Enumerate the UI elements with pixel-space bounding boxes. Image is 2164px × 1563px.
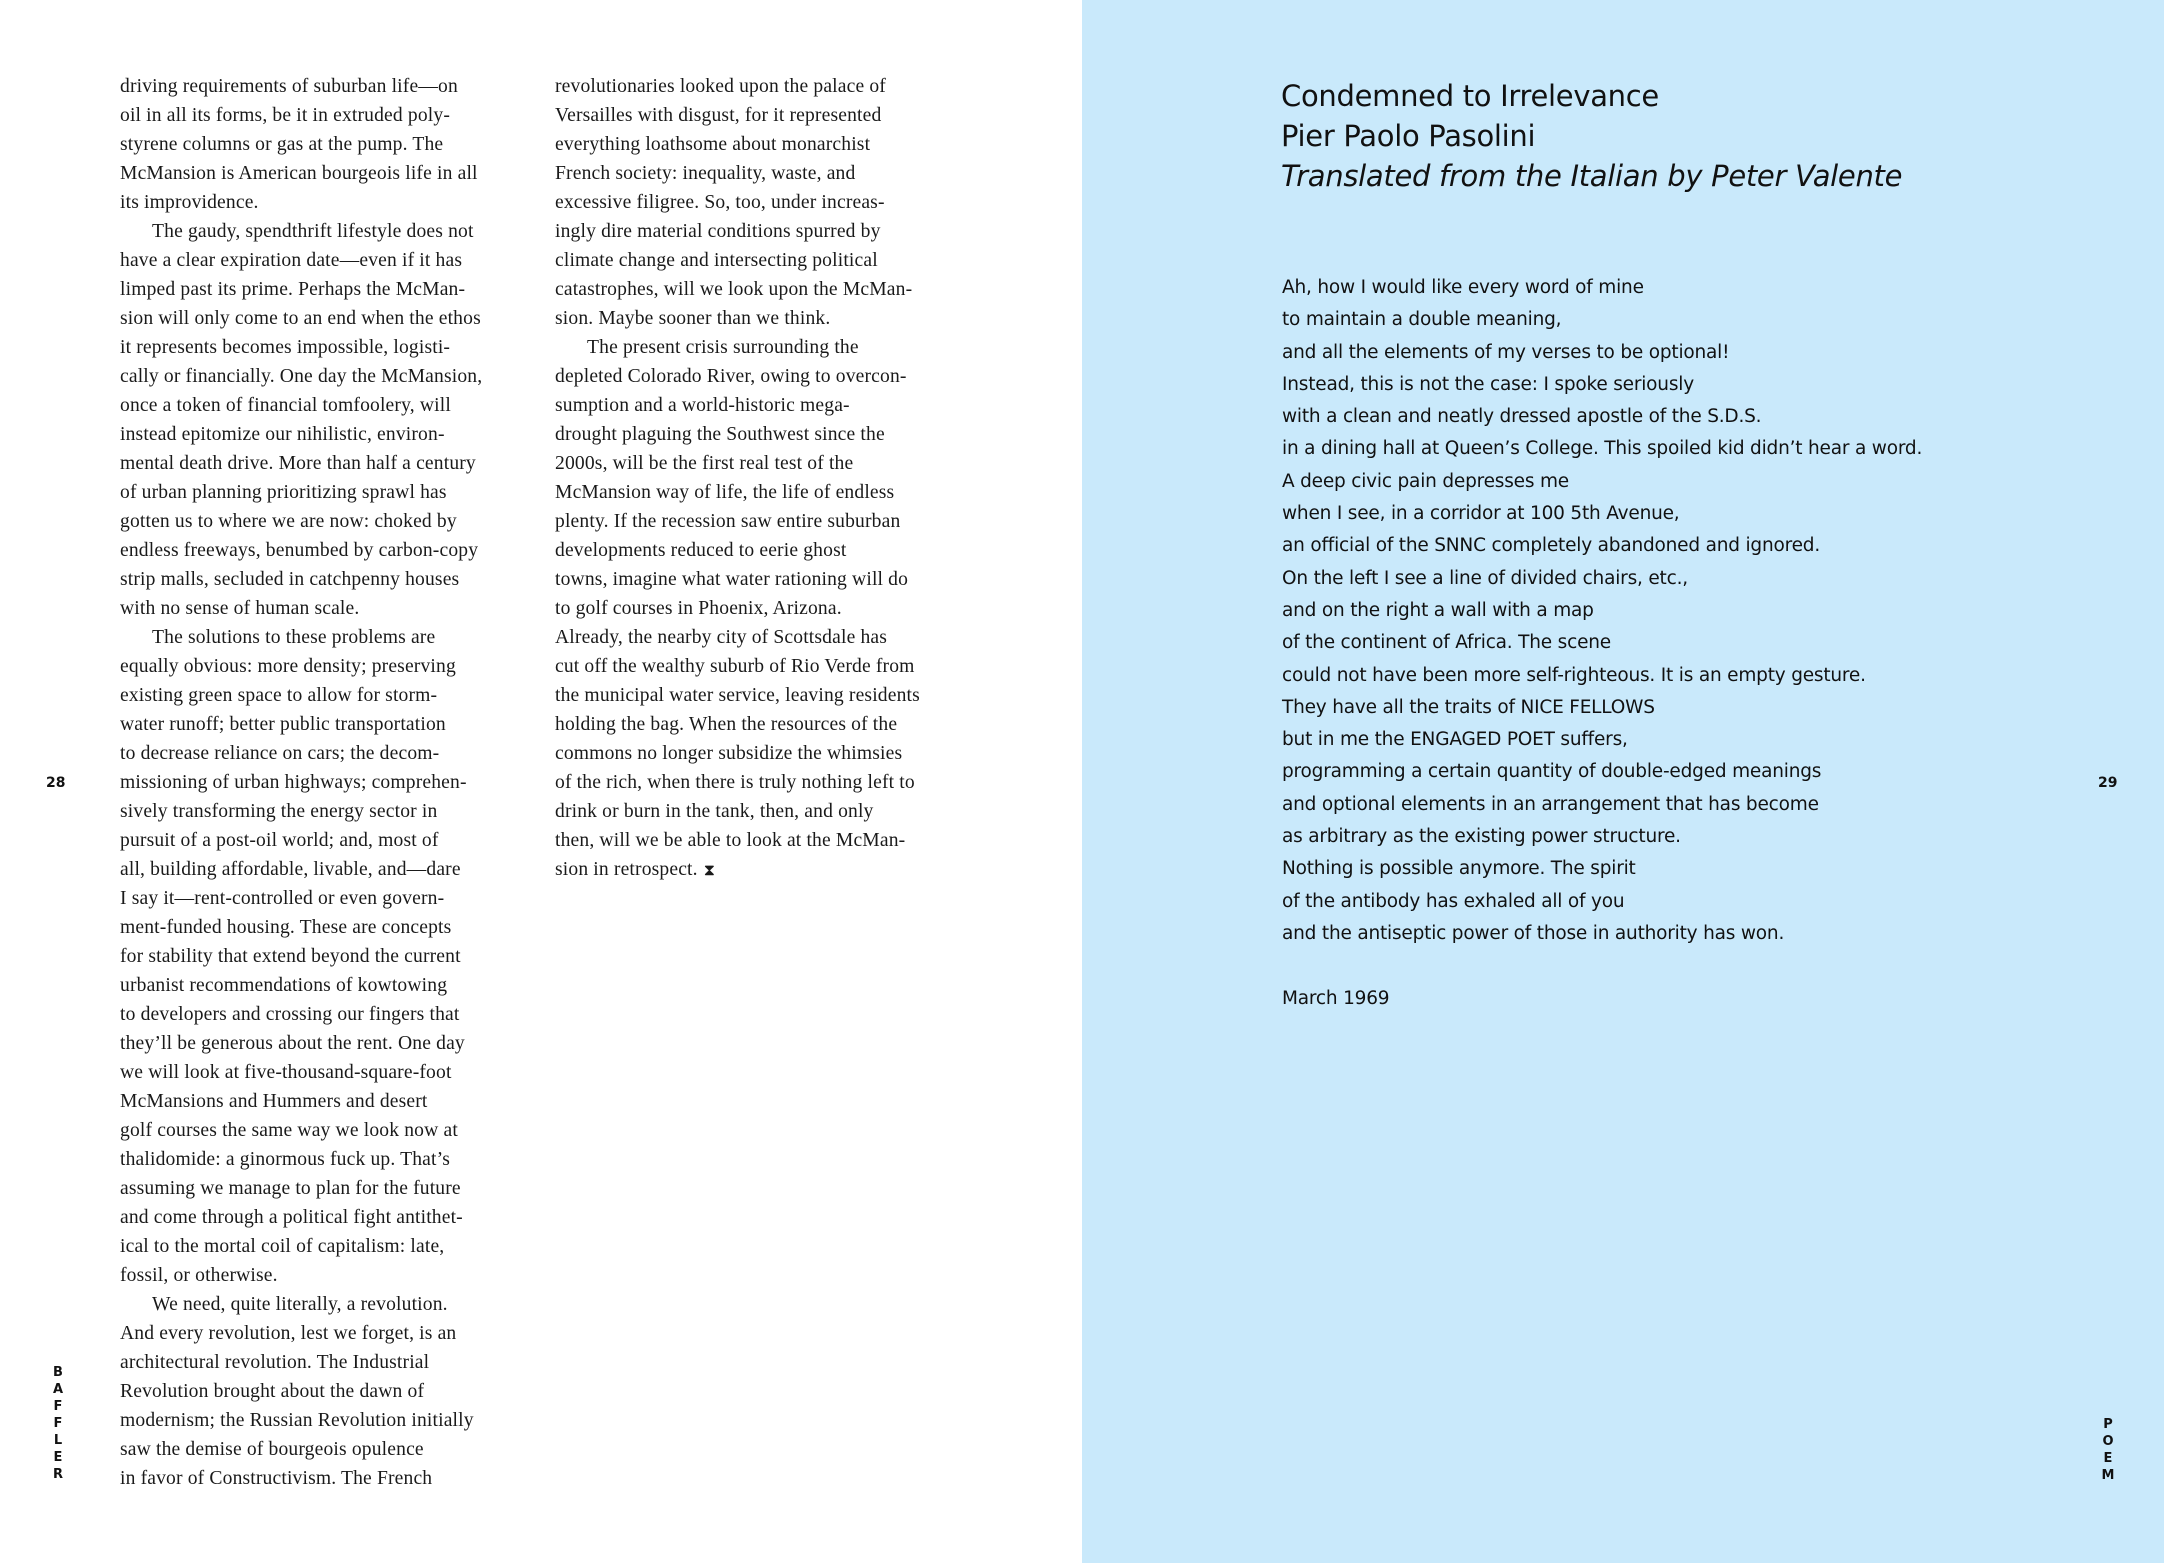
poem-line: but in me the ENGAGED POET suffers, <box>1282 729 1628 751</box>
article-line <box>120 101 540 130</box>
article-line <box>120 188 540 217</box>
article-line-text: of the rich, when there is truly nothing left to <box>555 772 915 793</box>
article-line-text: I say it—rent-controlled or even govern- <box>120 888 445 909</box>
article-line-text: we will look at five-thousand-square-foot <box>120 1062 452 1083</box>
article-line-text: driving requirements of suburban life—on <box>120 76 458 97</box>
running-label-baffler-letter: R <box>52 1467 63 1482</box>
article-line <box>555 101 975 130</box>
article-line <box>120 710 540 739</box>
article-line <box>120 1290 540 1319</box>
article-line-text: with no sense of human scale. <box>120 598 360 619</box>
hourglass-end-mark-icon: ⧗ <box>703 860 716 879</box>
poem-header <box>1281 76 1902 196</box>
article-line-text: fossil, or otherwise. <box>120 1265 278 1286</box>
running-label-poem-letter: M <box>2101 1468 2115 1483</box>
article-line-text: The gaudy, spendthrift lifestyle does not <box>152 221 474 242</box>
article-line-text: sumption and a world-historic mega- <box>555 395 850 416</box>
article-line <box>120 507 540 536</box>
article-line <box>555 826 975 855</box>
poem-date: March 1969 <box>1282 988 1390 1009</box>
article-line <box>120 913 540 942</box>
article-line-text: McMansion way of life, the life of endless <box>555 482 895 503</box>
translator-credit: Translated from the Italian by Peter Valente <box>1281 159 1903 193</box>
poem-line: of the antibody has exhaled all of you <box>1282 890 1625 912</box>
article-line <box>555 362 975 391</box>
article-line <box>555 768 975 797</box>
running-label-baffler-letter: E <box>53 1450 63 1465</box>
article-line <box>555 594 975 623</box>
article-line <box>555 159 975 188</box>
article-line-text: ment-funded housing. These are concepts <box>120 917 452 938</box>
article-line <box>120 1203 540 1232</box>
article-line-text: everything loathsome about monarchist <box>555 134 871 155</box>
article-line <box>120 536 540 565</box>
article-line-text: thalidomide: a ginormous fuck up. That’s <box>120 1149 450 1170</box>
article-line <box>555 739 975 768</box>
article-line-text: its improvidence. <box>120 192 259 213</box>
article-line <box>120 159 540 188</box>
article-line-text: The present crisis surrounding the <box>587 337 859 358</box>
article-line <box>120 884 540 913</box>
article-line <box>120 1000 540 1029</box>
running-label-baffler-letter: F <box>53 1416 63 1431</box>
running-label-baffler-letter: F <box>53 1399 63 1414</box>
article-line <box>555 565 975 594</box>
poem-line: when I see, in a corridor at 100 5th Avenue, <box>1282 503 1680 525</box>
article-line-text: saw the demise of bourgeois opulence <box>120 1439 424 1460</box>
article-line-text: modernism; the Russian Revolution initially <box>120 1410 474 1431</box>
poem-body <box>1282 272 1922 950</box>
article-line <box>120 594 540 623</box>
article-line <box>120 1406 540 1435</box>
article-line <box>120 217 540 246</box>
article-line-text: developments reduced to eerie ghost <box>555 540 847 561</box>
article-line <box>120 246 540 275</box>
poem-line: an official of the SNNC completely abandoned and ignored. <box>1282 535 1820 557</box>
article-line-text: ingly dire material conditions spurred by <box>555 221 881 242</box>
article-line <box>120 72 540 101</box>
article-line-text: Already, the nearby city of Scottsdale has <box>555 627 888 648</box>
article-line-text: ical to the mortal coil of capitalism: late, <box>120 1236 445 1257</box>
running-label-poem <box>2098 1416 2118 1484</box>
article-line <box>120 362 540 391</box>
article-line <box>120 391 540 420</box>
poem-line: Nothing is possible anymore. The spirit <box>1282 858 1636 880</box>
article-line-text: commons no longer subsidize the whimsies <box>555 743 903 764</box>
article-line-text: pursuit of a post-oil world; and, most of <box>120 830 439 851</box>
article-line <box>120 768 540 797</box>
article-line <box>555 536 975 565</box>
article-line-text: and come through a political fight antithet- <box>120 1207 463 1228</box>
article-line-text: sion will only come to an end when the ethos <box>120 308 481 329</box>
poem-line: and optional elements in an arrangement that has become <box>1282 793 1819 815</box>
article-line <box>555 623 975 652</box>
article-line <box>120 1319 540 1348</box>
article-line-text: holding the bag. When the resources of the <box>555 714 898 735</box>
article-line <box>120 304 540 333</box>
article-line <box>120 1435 540 1464</box>
article-line-text: McMansions and Hummers and desert <box>120 1091 428 1112</box>
article-line <box>120 333 540 362</box>
article-line-text: 2000s, will be the first real test of the <box>555 453 854 474</box>
running-label-poem-letter: P <box>2103 1417 2113 1432</box>
article-line <box>120 1232 540 1261</box>
article-line-text: plenty. If the recession saw entire suburban <box>555 511 901 532</box>
article-line-text: cut off the wealthy suburb of Rio Verde from <box>555 656 915 677</box>
poem-line: in a dining hall at Queen’s College. This spoiled kid didn’t hear a word. <box>1282 438 1923 460</box>
article-line <box>555 217 975 246</box>
poem-line: and all the elements of my verses to be optional! <box>1282 341 1730 363</box>
running-label-baffler <box>48 1364 68 1483</box>
poem-line: as arbitrary as the existing power structure. <box>1282 826 1681 848</box>
poem-line: A deep civic pain depresses me <box>1282 470 1569 492</box>
article-line-text: for stability that extend beyond the current <box>120 946 461 967</box>
article-line <box>555 652 975 681</box>
poem-author: Pier Paolo Pasolini <box>1281 119 1536 153</box>
article-line-text: of urban planning prioritizing sprawl has <box>120 482 447 503</box>
article-line <box>120 1116 540 1145</box>
article-line-text: And every revolution, lest we forget, is an <box>120 1323 457 1344</box>
article-line-text: it represents becomes impossible, logisti- <box>120 337 451 358</box>
article-line <box>555 478 975 507</box>
article-line <box>555 507 975 536</box>
poem-line: of the continent of Africa. The scene <box>1282 632 1611 654</box>
poem-line: to maintain a double meaning, <box>1282 309 1562 331</box>
poem-line: They have all the traits of NICE FELLOWS <box>1282 696 1655 718</box>
article-line-text: depleted Colorado River, owing to overcon- <box>555 366 907 387</box>
article-line-text: sion. Maybe sooner than we think. <box>555 308 831 329</box>
article-line <box>120 449 540 478</box>
article-line-text: sively transforming the energy sector in <box>120 801 438 822</box>
article-line <box>120 1145 540 1174</box>
poem-line: and on the right a wall with a map <box>1282 599 1594 621</box>
poem-line: with a clean and neatly dressed apostle of the S.D.S. <box>1282 406 1762 428</box>
article-line <box>555 391 975 420</box>
article-line-text: instead epitomize our nihilistic, environ- <box>120 424 445 445</box>
article-line-text: styrene columns or gas at the pump. The <box>120 134 444 155</box>
article-line-text: to golf courses in Phoenix, Arizona. <box>555 598 842 619</box>
article-column-2 <box>555 72 975 884</box>
article-line-text: then, will we be able to look at the McMan- <box>555 830 906 851</box>
article-line-text: once a token of financial tomfoolery, will <box>120 395 451 416</box>
article-line-text: The solutions to these problems are <box>152 627 436 648</box>
article-line <box>555 333 975 362</box>
article-line-text: urbanist recommendations of kowtowing <box>120 975 448 996</box>
poem-line: On the left I see a line of divided chairs, etc., <box>1282 567 1688 589</box>
article-line <box>120 420 540 449</box>
article-line <box>120 739 540 768</box>
article-line-text: have a clear expiration date—even if it has <box>120 250 463 271</box>
article-line <box>120 797 540 826</box>
running-label-poem-letter: E <box>2103 1451 2113 1466</box>
article-line-text: revolutionaries looked upon the palace of <box>555 76 886 97</box>
article-line <box>555 246 975 275</box>
running-label-baffler-letter: L <box>53 1433 63 1448</box>
article-line-text: existing green space to allow for storm- <box>120 685 438 706</box>
running-label-baffler-letter: B <box>53 1365 63 1380</box>
article-line-text: to developers and crossing our fingers that <box>120 1004 460 1025</box>
article-line-text: French society: inequality, waste, and <box>555 163 856 184</box>
article-line-text: missioning of urban highways; comprehen- <box>120 772 467 793</box>
article-column-1 <box>120 72 540 1493</box>
running-label-poem-letter: O <box>2102 1434 2114 1449</box>
article-line <box>120 1029 540 1058</box>
article-line-text: mental death drive. More than half a century <box>120 453 476 474</box>
article-line-text: limped past its prime. Perhaps the McMan- <box>120 279 466 300</box>
article-line <box>555 304 975 333</box>
article-line <box>120 478 540 507</box>
article-line-text: in favor of Constructivism. The French <box>120 1468 433 1489</box>
article-line <box>555 681 975 710</box>
article-line <box>120 652 540 681</box>
article-line-text: drink or burn in the tank, then, and only <box>555 801 874 822</box>
article-line-text: water runoff; better public transportation <box>120 714 446 735</box>
article-line <box>120 565 540 594</box>
poem-line: Instead, this is not the case: I spoke seriously <box>1282 373 1694 395</box>
article-line <box>120 1377 540 1406</box>
article-line <box>120 826 540 855</box>
article-line-text: oil in all its forms, be it in extruded poly- <box>120 105 450 126</box>
article-line-text: golf courses the same way we look now at <box>120 1120 458 1141</box>
article-line <box>120 130 540 159</box>
article-line <box>120 971 540 1000</box>
article-line <box>555 72 975 101</box>
article-line-text: Versailles with disgust, for it represented <box>555 105 882 126</box>
article-line <box>120 1087 540 1116</box>
article-line <box>555 710 975 739</box>
article-line-text: climate change and intersecting political <box>555 250 878 271</box>
poem-line: Ah, how I would like every word of mine <box>1282 277 1644 298</box>
poem-line: could not have been more self-righteous. It is an empty gesture. <box>1282 664 1866 686</box>
article-line <box>555 420 975 449</box>
article-line-text: strip malls, secluded in catchpenny houses <box>120 569 460 590</box>
article-line-text: cally or financially. One day the McMansion, <box>120 366 483 387</box>
article-line-text: to decrease reliance on cars; the decom- <box>120 743 440 764</box>
page-number-left: 28 <box>46 775 66 791</box>
article-line <box>120 1348 540 1377</box>
article-line <box>555 797 975 826</box>
article-line-text: drought plaguing the Southwest since the <box>555 424 885 445</box>
article-line-text: assuming we manage to plan for the future <box>120 1178 461 1199</box>
page-number-right: 29 <box>2098 775 2118 791</box>
running-label-baffler-letter: A <box>52 1382 64 1397</box>
article-line-text: equally obvious: more density; preserving <box>120 656 456 677</box>
article-line <box>120 1058 540 1087</box>
article-line <box>555 188 975 217</box>
poem-line: and the antiseptic power of those in authority has won. <box>1282 922 1785 944</box>
article-line-text: architectural revolution. The Industrial <box>120 1352 430 1373</box>
article-line-text: Revolution brought about the dawn of <box>120 1381 425 1402</box>
article-line <box>555 855 975 884</box>
poem-title: Condemned to Irrelevance <box>1281 79 1659 113</box>
article-line <box>555 449 975 478</box>
poem-line: programming a certain quantity of double-edged meanings <box>1282 761 1822 783</box>
article-line <box>555 275 975 304</box>
article-line <box>120 275 540 304</box>
article-line <box>120 942 540 971</box>
article-line-text: towns, imagine what water rationing will do <box>555 569 909 590</box>
article-line <box>555 130 975 159</box>
article-line-text: gotten us to where we are now: choked by <box>120 511 457 532</box>
article-line-text: sion in retrospect. <box>555 859 698 880</box>
article-line <box>120 623 540 652</box>
article-line <box>120 855 540 884</box>
article-line <box>120 1174 540 1203</box>
article-line <box>120 681 540 710</box>
article-line-text: all, building affordable, livable, and—dare <box>120 859 461 880</box>
article-line-text: catastrophes, will we look upon the McMan- <box>555 279 913 300</box>
article-line-text: excessive filigree. So, too, under increas- <box>555 192 885 213</box>
article-line <box>120 1464 540 1493</box>
article-line <box>120 1261 540 1290</box>
article-line-text: the municipal water service, leaving residents <box>555 685 920 706</box>
article-line-text: We need, quite literally, a revolution. <box>152 1294 448 1315</box>
article-line-text: they’ll be generous about the rent. One day <box>120 1033 465 1054</box>
article-line-text: endless freeways, benumbed by carbon-copy <box>120 540 479 561</box>
article-line-text: McMansion is American bourgeois life in all <box>120 163 478 184</box>
